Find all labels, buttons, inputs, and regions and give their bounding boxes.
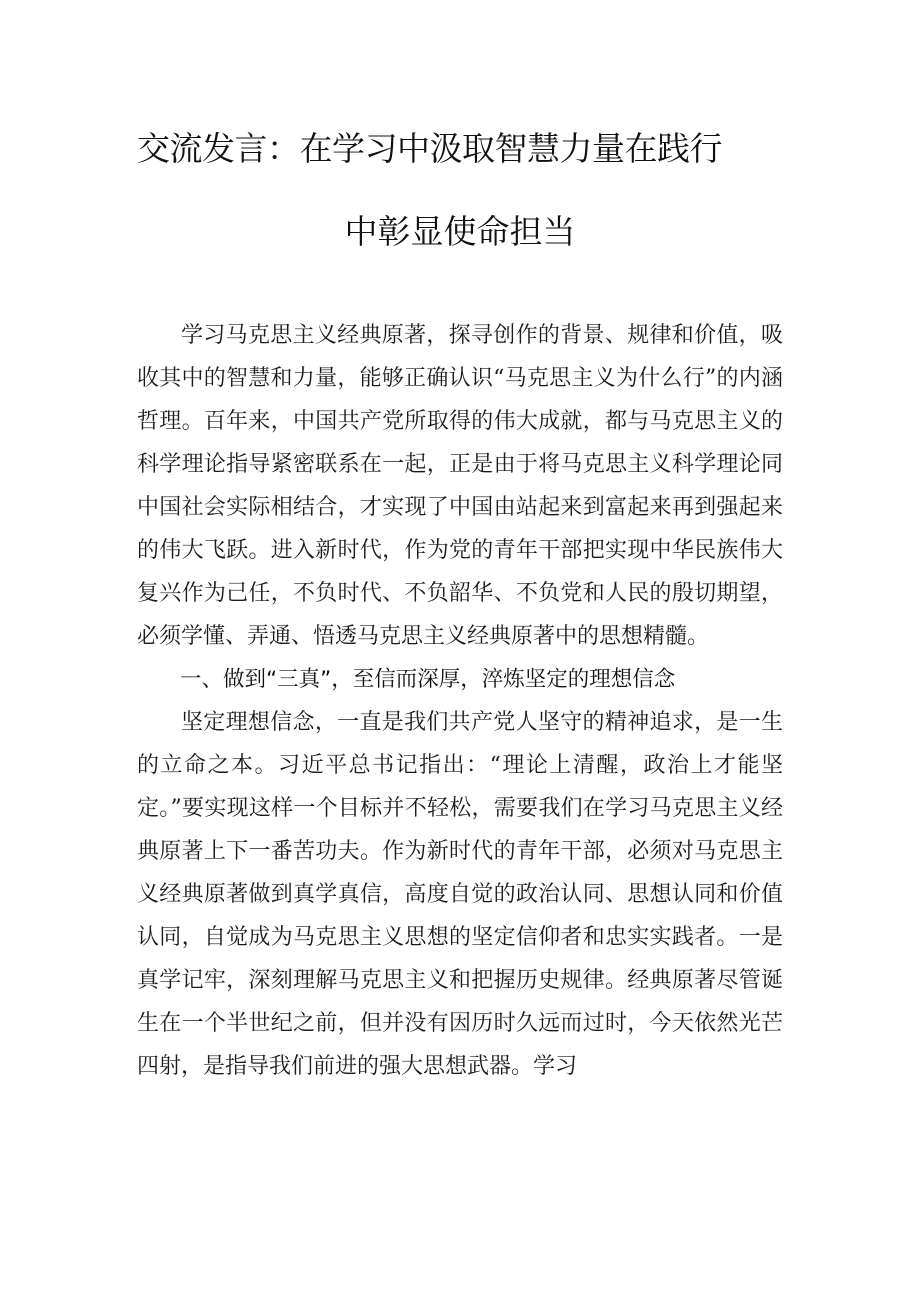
section-heading-1: 一、做到“三真”，至信而深厚，淬炼坚定的理想信念 bbox=[180, 667, 676, 692]
document-body bbox=[137, 314, 783, 1088]
paragraph-section-1: 坚定理想信念，一直是我们共产党人坚守的精神追求，是一生的立命之本。习近平总书记指出：“理论上清醒，政治上才能坚定。”要实现这样一个目标并不轻松，需要我们在学习马克思主义经典原著上下一番苦功夫。作为新时代的青年干部，必须对马克思主义经典原著做到真学真信，高度自觉的政治认同、思想认同和价值认同，自觉成为马克思主义思想的坚定信仰者和忠实实践者。一是真学记牢，深刻理解马克思主义和把握历史规律。经典原著尽管诞生在一个半世纪之前，但并没有因历时久远而过时，今天依然光芒四射，是指导我们前进的强大思想武器。学习 bbox=[137, 710, 783, 1079]
document-title-line-1: 交流发言：在学习中汲取智慧力量在践行 bbox=[137, 129, 722, 168]
paragraph-intro: 学习马克思主义经典原著，探寻创作的背景、规律和价值，吸收其中的智慧和力量，能够正确认识“马克思主义为什么行”的内涵哲理。百年来，中国共产党所取得的伟大成就，都与马克思主义的科学理论指导紧密联系在一起，正是由于将马克思主义科学理论同中国社会实际相结合，才实现了中国由站起来到富起来再到强起来的伟大飞跃。进入新时代，作为党的青年干部把实现中华民族伟大复兴作为己任，不负时代、不负韶华、不负党和人民的殷切期望，必须学懂、弄通、悟透马克思主义经典原著中的思想精髓。 bbox=[137, 323, 783, 649]
document-title-line-2: 中彰显使命担当 bbox=[344, 212, 576, 251]
